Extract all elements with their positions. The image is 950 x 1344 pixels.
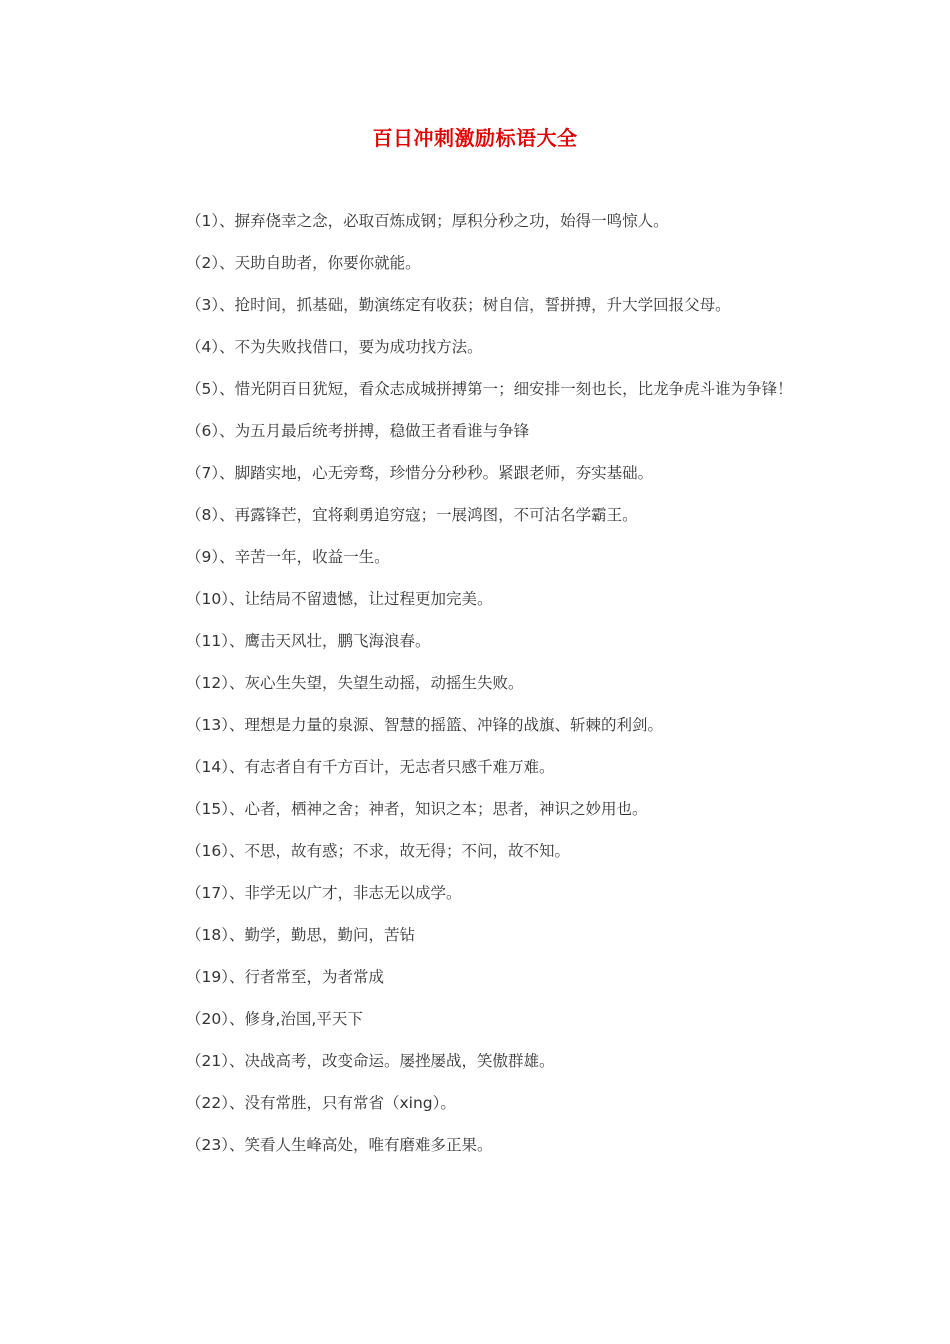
list-item: （13）、理想是力量的泉源、智慧的摇篮、冲锋的战旗、斩棘的利剑。 bbox=[186, 716, 663, 734]
document-title: 百日冲刺激励标语大全 bbox=[372, 126, 578, 150]
list-item: （1）、摒弃侥幸之念，必取百炼成钢；厚积分秒之功，始得一鸣惊人。 bbox=[186, 212, 669, 230]
list-item: （23）、笑看人生峰高处，唯有磨难多正果。 bbox=[186, 1136, 493, 1154]
list-item: （14）、有志者自有千方百计，无志者只感千难万难。 bbox=[186, 758, 555, 776]
list-item: （20）、修身,治国,平天下 bbox=[186, 1010, 363, 1028]
list-item: （7）、脚踏实地，心无旁骛，珍惜分分秒秒。紧跟老师，夯实基础。 bbox=[186, 464, 654, 482]
list-item: （18）、勤学，勤思，勤问，苦钻 bbox=[186, 926, 415, 944]
slogan-list bbox=[144, 200, 812, 1166]
list-item: （12）、灰心生失望，失望生动摇，动摇生失败。 bbox=[186, 674, 524, 692]
list-item: （8）、再露锋芒，宜将剩勇追穷寇；一展鸿图，不可沽名学霸王。 bbox=[186, 506, 638, 524]
list-item: （15）、心者，栖神之舍；神者，知识之本；思者，神识之妙用也。 bbox=[186, 800, 648, 818]
list-item: （6）、为五月最后统考拼搏，稳做王者看谁与争锋 bbox=[186, 422, 530, 440]
list-item: （5）、惜光阴百日犹短，看众志成城拼搏第一；细安排一刻也长，比龙争虎斗谁为争锋！ bbox=[186, 380, 793, 398]
list-item: （17）、非学无以广才，非志无以成学。 bbox=[186, 884, 462, 902]
list-item: （22）、没有常胜，只有常省（xing）。 bbox=[186, 1094, 456, 1112]
list-item: （2）、天助自助者，你要你就能。 bbox=[186, 254, 421, 272]
list-item: （21）、决战高考，改变命运。屡挫屡战，笑傲群雄。 bbox=[186, 1052, 555, 1070]
list-item: （3）、抢时间，抓基础，勤演练定有收获；树自信，誓拼搏，升大学回报父母。 bbox=[186, 296, 731, 314]
list-item: （10）、让结局不留遗憾，让过程更加完美。 bbox=[186, 590, 493, 608]
list-item: （9）、辛苦一年，收益一生。 bbox=[186, 548, 390, 566]
list-item: （19）、行者常至，为者常成 bbox=[186, 968, 384, 986]
list-item: （11）、鹰击天风壮，鹏飞海浪春。 bbox=[186, 632, 431, 650]
list-item: （4）、不为失败找借口，要为成功找方法。 bbox=[186, 338, 483, 356]
list-item: （16）、不思，故有惑；不求，故无得；不问，故不知。 bbox=[186, 842, 570, 860]
